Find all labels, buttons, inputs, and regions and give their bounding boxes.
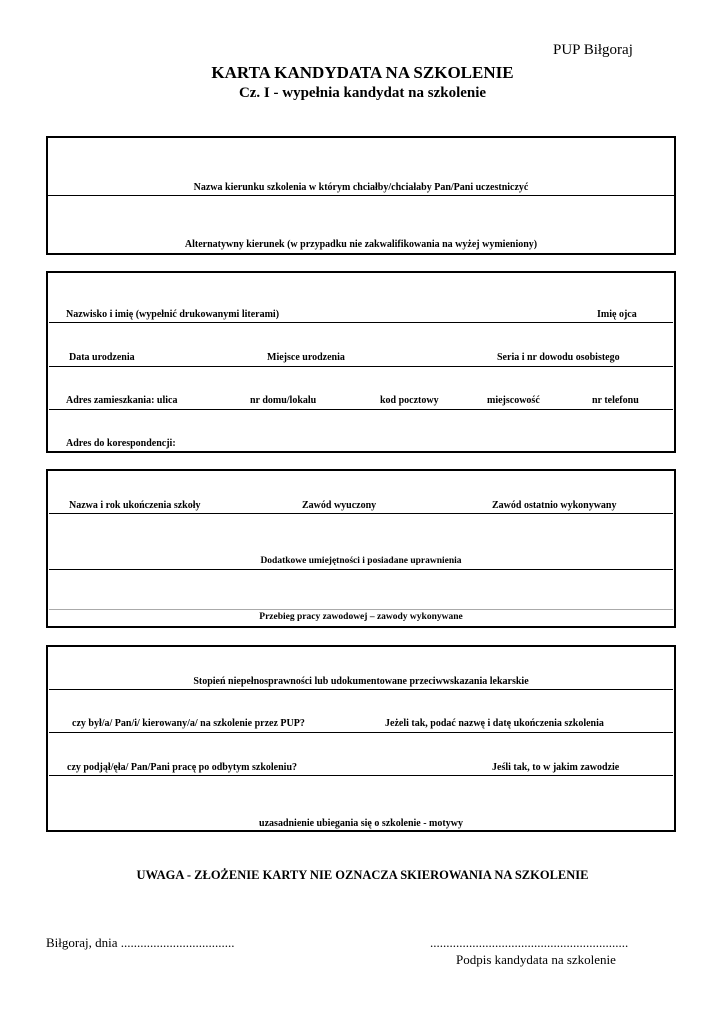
skills-label: Dodatkowe umiejętności i posiadane uprawnienia bbox=[260, 556, 462, 566]
divider bbox=[48, 195, 674, 196]
profession-last-label: Zawód ostatnio wykonywany bbox=[492, 500, 617, 511]
id-number-label: Seria i nr dowodu osobistego bbox=[497, 352, 620, 363]
previous-training-label: czy był/a/ Pan/i/ kierowany/a/ na szkolenie przez PUP? bbox=[72, 718, 305, 729]
notice: UWAGA - ZŁOŻENIE KARTY NIE OZNACZA SKIEROWANIA NA SZKOLENIE bbox=[136, 868, 589, 882]
divider bbox=[49, 775, 673, 776]
address-street-label: Adres zamieszkania: ulica bbox=[66, 395, 178, 406]
work-history-label: Przebieg pracy zawodowej – zawody wykonywane bbox=[259, 612, 463, 622]
city-label: miejscowość bbox=[487, 395, 540, 406]
divider bbox=[49, 609, 673, 610]
training-direction-label: Nazwa kierunku szkolenia w którym chciałby/chciałaby Pan/Pani uczestniczyć bbox=[193, 182, 529, 193]
name-label: Nazwisko i imię (wypełnić drukowanymi literami) bbox=[66, 309, 280, 320]
place-date-field: Biłgoraj, dnia ................................... bbox=[46, 935, 235, 950]
disability-label: Stopień niepełnosprawności lub udokumentowane przeciwwskazania lekarskie bbox=[193, 676, 529, 687]
divider bbox=[49, 689, 673, 690]
school-label: Nazwa i rok ukończenia szkoły bbox=[69, 500, 201, 511]
divider bbox=[49, 732, 673, 733]
previous-training-details-label: Jeżeli tak, podać nazwę i datę ukończenia szkolenia bbox=[385, 718, 604, 729]
father-name-label: Imię ojca bbox=[597, 309, 637, 320]
divider bbox=[49, 569, 673, 570]
postal-code-label: kod pocztowy bbox=[380, 395, 439, 406]
birth-date-label: Data urodzenia bbox=[69, 352, 135, 363]
employment-after-label: czy podjął/ęła/ Pan/Pani pracę po odbytym szkoleniu? bbox=[67, 762, 298, 773]
justification-label: uzasadnienie ubiegania się o szkolenie - motywy bbox=[259, 818, 463, 829]
training-direction-section bbox=[46, 136, 676, 255]
alternative-direction-label: Alternatywny kierunek (w przypadku nie zakwalifikowania na wyżej wymieniony) bbox=[184, 239, 538, 250]
signature-line: ............................................................. bbox=[430, 935, 629, 950]
divider bbox=[49, 513, 673, 514]
correspondence-label: Adres do korespondencji: bbox=[66, 438, 176, 449]
personal-data-section bbox=[46, 271, 676, 453]
signature-label: Podpis kandydata na szkolenie bbox=[456, 952, 616, 967]
divider bbox=[49, 409, 673, 410]
employment-details-label: Jeśli tak, to w jakim zawodzie bbox=[492, 762, 620, 773]
education-section bbox=[46, 469, 676, 628]
profession-learned-label: Zawód wyuczony bbox=[302, 500, 377, 511]
divider bbox=[49, 322, 673, 323]
page-subtitle: Cz. I - wypełnia kandydat na szkolenie bbox=[238, 85, 487, 101]
additional-info-section bbox=[46, 645, 676, 832]
birth-place-label: Miejsce urodzenia bbox=[267, 352, 345, 363]
house-number-label: nr domu/lokalu bbox=[250, 395, 317, 406]
divider bbox=[49, 366, 673, 367]
office-name: PUP Biłgoraj bbox=[553, 42, 633, 58]
phone-label: nr telefonu bbox=[592, 395, 639, 406]
page-title: KARTA KANDYDATA NA SZKOLENIE bbox=[211, 63, 514, 82]
